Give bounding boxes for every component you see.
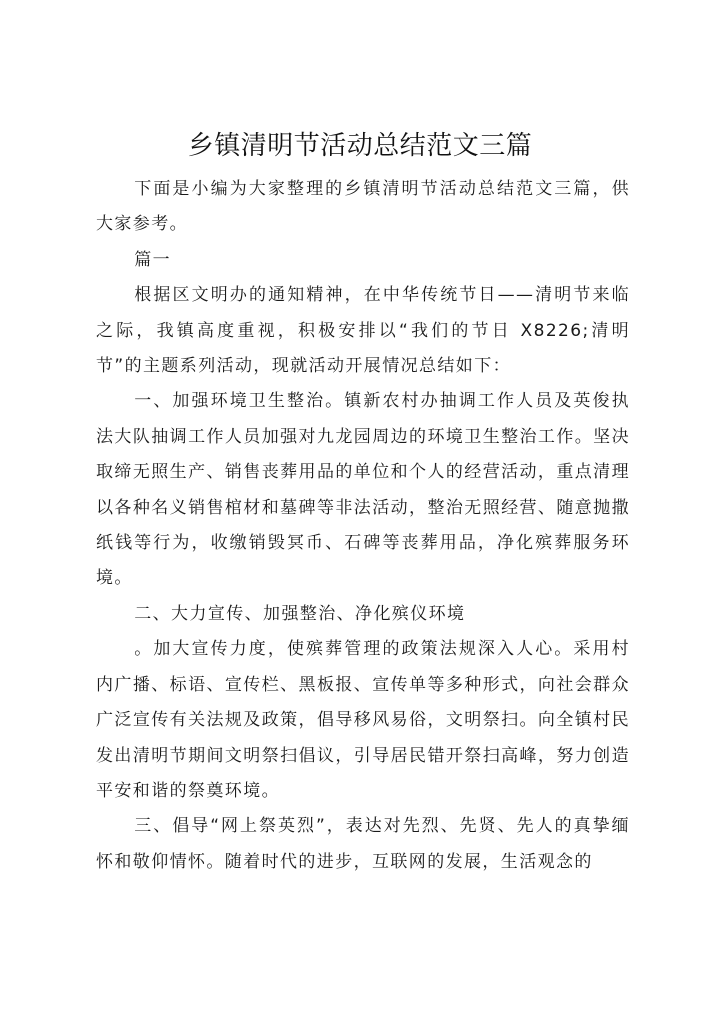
point-three-paragraph: 三、倡导“网上祭英烈”，表达对先烈、先贤、先人的真挚缅怀和敬仰情怀。随着时代的进步，互联网的发展，生活观念的	[96, 816, 630, 872]
point-two-heading: 二、大力宣传、加强整治、净化殡仪环境	[134, 603, 466, 624]
document-body	[96, 172, 630, 880]
point-one-paragraph: 一、加强环境卫生整治。镇新农村办抽调工作人员及英俊执法大队抽调工作人员加强对九龙园周边的环境卫生整治工作。坚决取缔无照生产、销售丧葬用品的单位和个人的经营活动，重点清理以各种名义销售棺材和墓碑等非法活动，整治无照经营、随意抛撒纸钱等行为，收缴销毁冥币、石碑等丧葬用品，净化殡葬服务环境。	[96, 391, 630, 589]
point-two-paragraph: 。加大宣传力度，使殡葬管理的政策法规深入人心。采用村内广播、标语、宣传栏、黑板报、宣传单等多种形式，向社会群众广泛宣传有关法规及政策，倡导移风易俗，文明祭扫。向全镇村民发出清明节期间文明祭扫倡议，引导居民错开祭扫高峰，努力创造平安和谐的祭奠环境。	[96, 639, 630, 801]
intro-paragraph: 下面是小编为大家整理的乡镇清明节活动总结范文三篇，供大家参考。	[96, 179, 630, 235]
opening-paragraph: 根据区文明办的通知精神，在中华传统节日——清明节来临之际，我镇高度重视，积极安排以“我们的节日 X8226;清明节”的主题系列活动，现就活动开展情况总结如下：	[96, 285, 630, 377]
section-label-part-one: 篇一	[134, 249, 172, 270]
document-title: 乡镇清明节活动总结范文三篇	[187, 131, 533, 161]
